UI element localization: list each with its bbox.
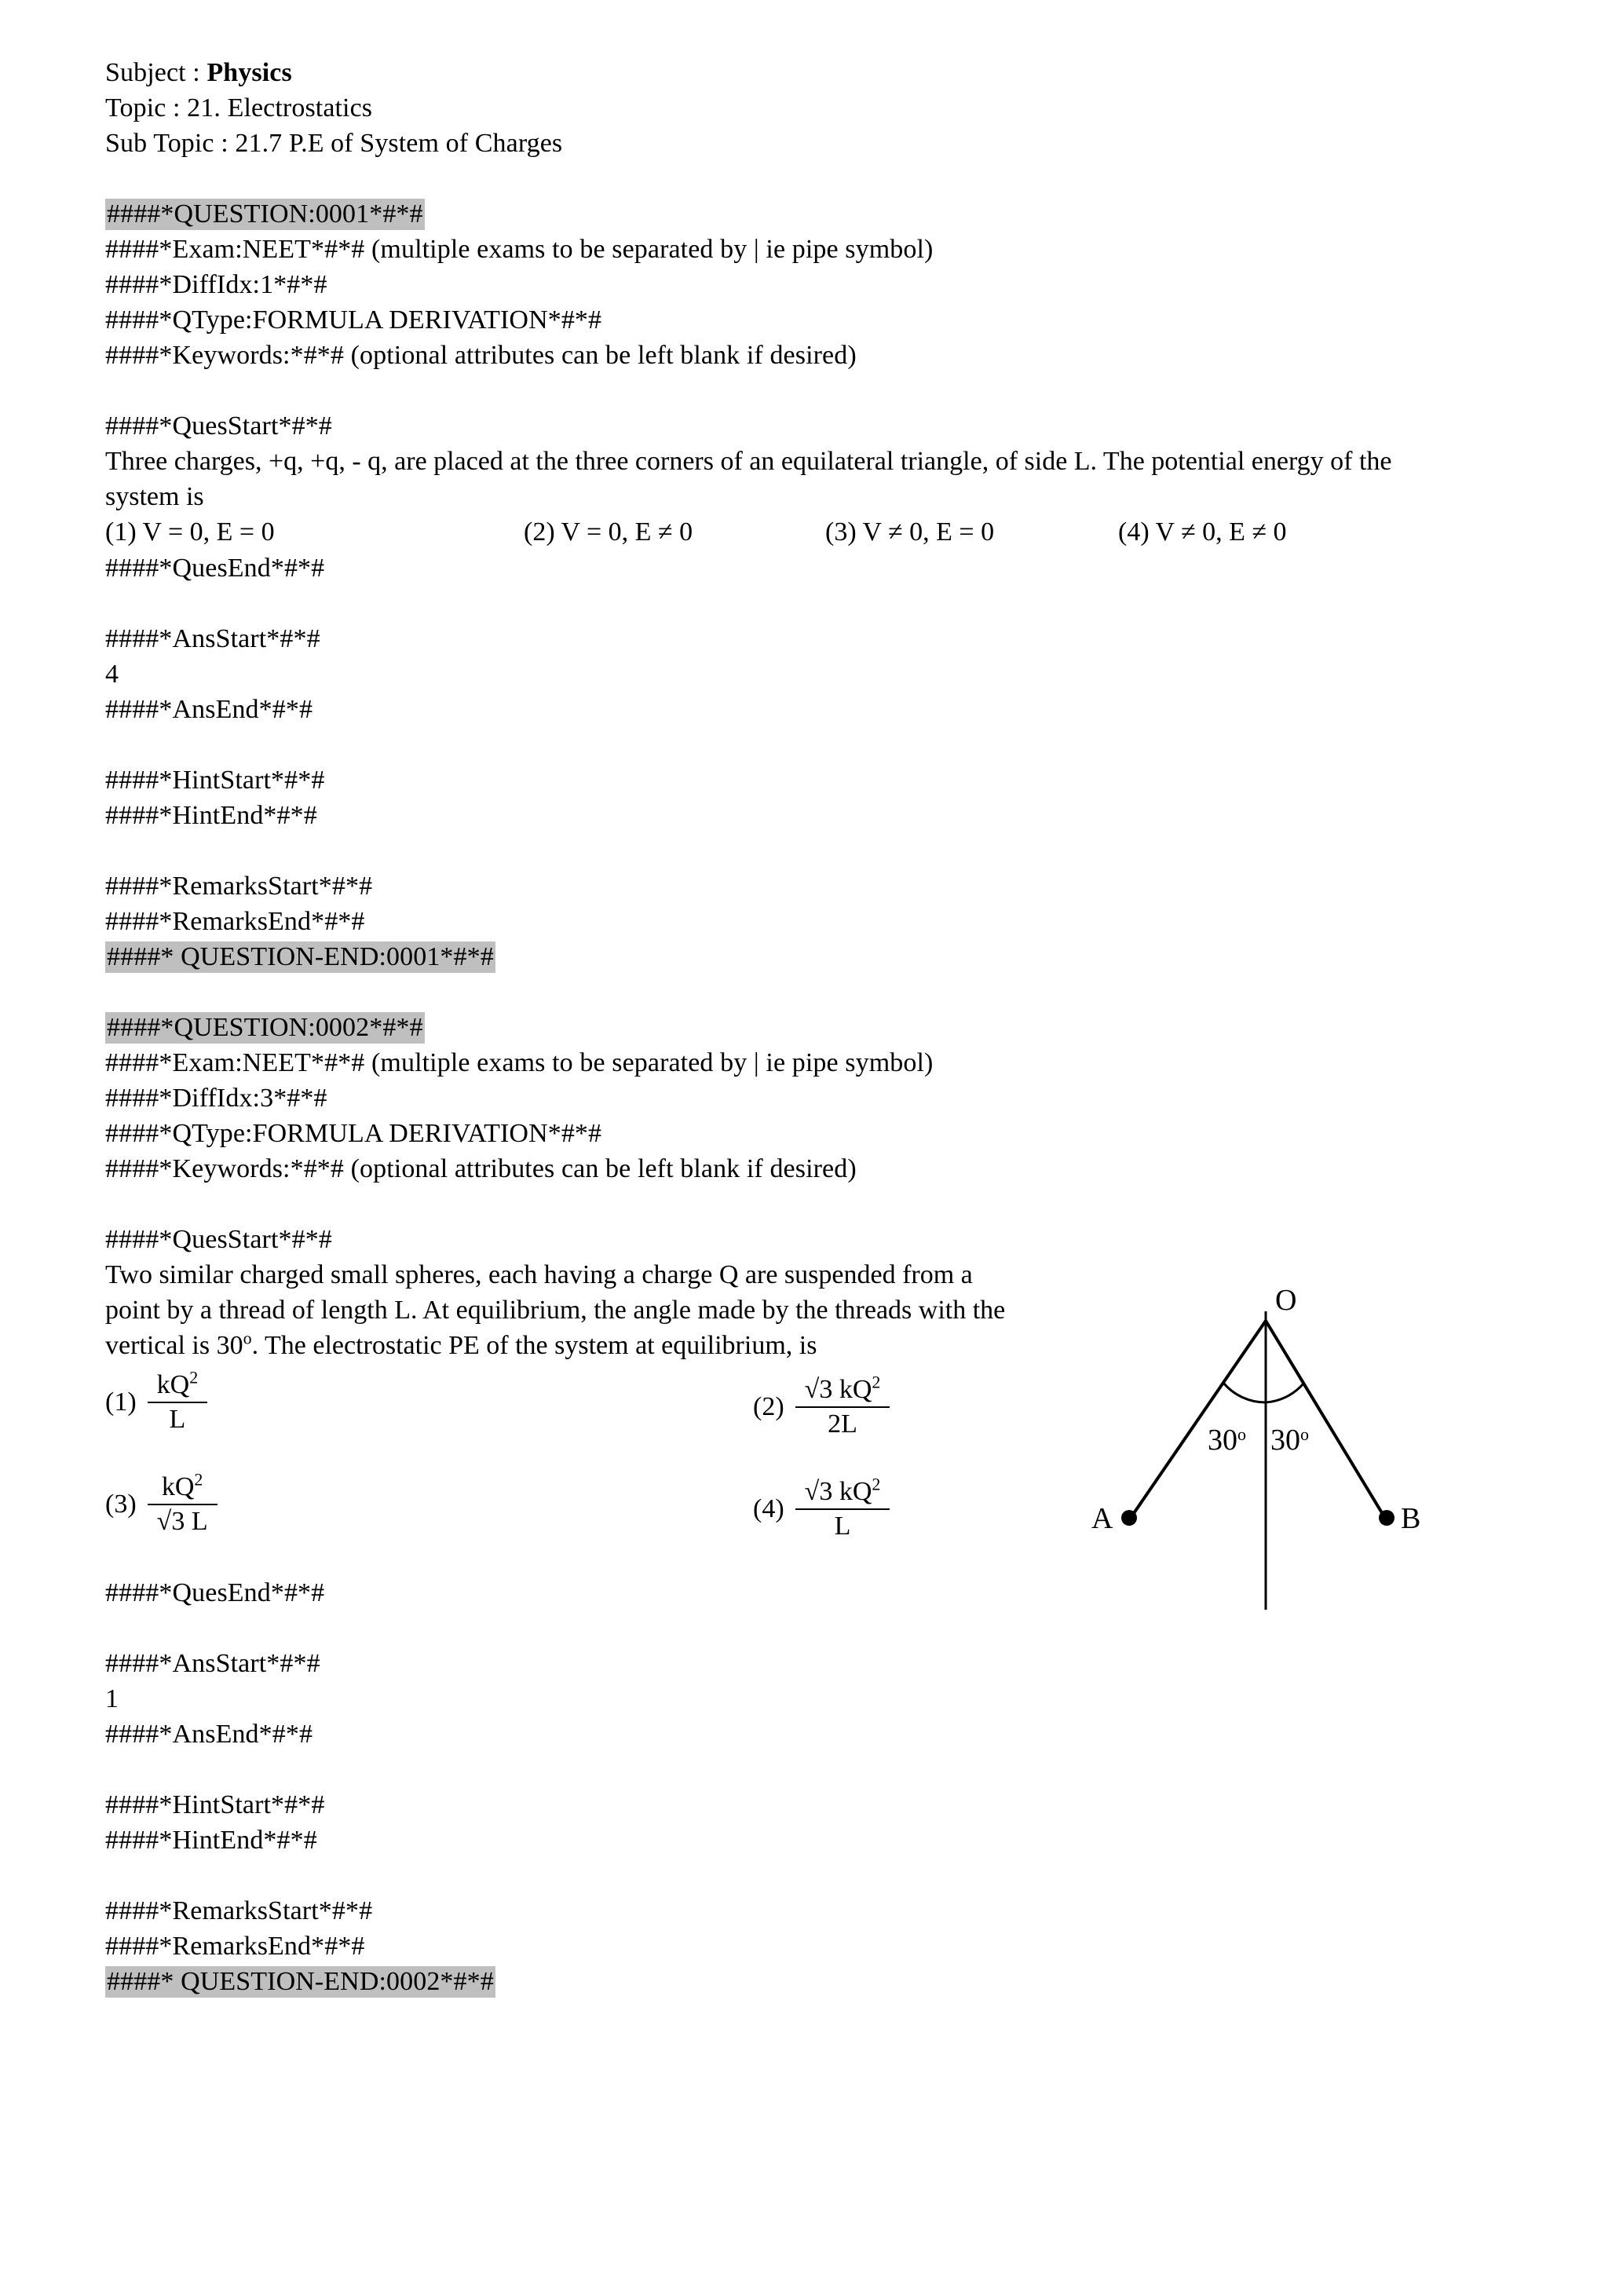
q2-option-3-fraction: [148, 1469, 217, 1536]
q2-ans-end: ####*AnsEnd*#*#: [105, 1720, 313, 1749]
q1-remarks-end: ####*RemarksEnd*#*#: [105, 907, 365, 936]
q2-keywords-line: ####*Keywords:*#*# (optional attributes can be left blank if desired): [105, 1154, 857, 1183]
left-thread-line: [1132, 1321, 1266, 1515]
q1-question-tag: [105, 196, 1537, 232]
q2-diffidx-line: ####*DiffIdx:3*#*#: [105, 1084, 327, 1113]
q1-keywords-line: ####*Keywords:*#*# (optional attributes can be left blank if desired): [105, 341, 857, 370]
q2-remarks-start: ####*RemarksStart*#*#: [105, 1896, 373, 1925]
q2-option-3-label: (3): [105, 1490, 137, 1519]
q2-option-1-label: (1): [105, 1387, 137, 1417]
q2-option-4-num-exponent: 2: [872, 1474, 881, 1494]
q2-option-1-num-exponent: 2: [189, 1367, 199, 1387]
topic-line: Topic : 21. Electrostatics: [105, 93, 373, 122]
subject-line: [105, 55, 1537, 90]
q2-hint-start: ####*HintStart*#*#: [105, 1790, 325, 1819]
q2-question-tag-text: ####*QUESTION:0002*#*#: [107, 1013, 423, 1042]
q1-option-2[interactable]: (2) V = 0, E ≠ 0: [524, 517, 693, 547]
q2-option-3-num-exponent: 2: [194, 1469, 203, 1490]
right-thread-line: [1266, 1321, 1384, 1515]
q2-hint-end: ####*HintEnd*#*#: [105, 1826, 317, 1855]
q1-ques-end: ####*QuesEnd*#*#: [105, 554, 325, 583]
q2-option-2[interactable]: [753, 1372, 890, 1439]
q2-option-1-num-base: kQ: [156, 1370, 190, 1399]
q1-diffidx-line: ####*DiffIdx:1*#*#: [105, 270, 327, 299]
q2-question-text-part1: Two similar charged small spheres, each having a charge Q are suspended from a point by a thread of length L. At equilibrium, the angle made by the threads with the vertical is 30: [105, 1260, 1006, 1360]
q2-question-text: [105, 1257, 1008, 1363]
q2-option-3-num-base: kQ: [161, 1472, 195, 1501]
q2-option-3-den-radical: √3: [156, 1506, 185, 1536]
q1-answer-value: 4: [105, 660, 119, 689]
q1-qtype-line: ####*QType:FORMULA DERIVATION*#*#: [105, 305, 602, 335]
left-angle-arc: [1223, 1383, 1266, 1402]
q2-option-4-denominator: L: [834, 1511, 851, 1541]
q2-qtype-line: ####*QType:FORMULA DERIVATION*#*#: [105, 1119, 602, 1148]
q1-question-end-tag: [105, 939, 1537, 974]
q2-option-4-fraction: [795, 1474, 890, 1541]
q2-option-3[interactable]: [105, 1469, 217, 1536]
spacer: [105, 373, 1537, 408]
q1-ans-start: ####*AnsStart*#*#: [105, 624, 320, 653]
charge-a-dot: [1121, 1510, 1137, 1526]
q2-question-text-part2: . The electrostatic PE of the system at equilibrium, is: [251, 1331, 817, 1360]
subtopic-line: Sub Topic : 21.7 P.E of System of Charges: [105, 129, 563, 158]
q1-option-3[interactable]: (3) V ≠ 0, E = 0: [825, 517, 995, 547]
q2-option-2-label: (2): [753, 1392, 784, 1422]
pendulum-diagram: [1084, 1280, 1523, 1657]
q2-option-3-den-base: L: [191, 1506, 208, 1536]
q2-option-2-denominator: 2L: [828, 1409, 857, 1439]
q2-option-1-fraction: [148, 1367, 208, 1434]
q2-option-2-fraction: [795, 1372, 890, 1439]
q1-options-row: [105, 514, 1537, 550]
q1-question-end-tag-text: ####* QUESTION-END:0001*#*#: [107, 942, 494, 971]
pendulum-diagram-svg: [1084, 1280, 1523, 1657]
right-angle-degree-symbol: o: [1300, 1424, 1309, 1444]
right-angle-arc: [1266, 1384, 1303, 1402]
spacer: [105, 727, 1537, 762]
spacer: [105, 161, 1537, 196]
q2-remarks-end: ####*RemarksEnd*#*#: [105, 1932, 365, 1961]
q1-exam-line: ####*Exam:NEET*#*# (multiple exams to be separated by | ie pipe symbol): [105, 235, 934, 264]
q2-option-4-numerator: [795, 1474, 890, 1508]
charge-b-label: B: [1401, 1502, 1421, 1535]
q2-option-1-numerator: [148, 1367, 208, 1402]
left-angle-degree-symbol: o: [1237, 1424, 1246, 1444]
q2-option-2-numerator: [795, 1372, 890, 1406]
q2-question-end-tag-text: ####* QUESTION-END:0002*#*#: [107, 1967, 494, 1996]
q1-ques-start: ####*QuesStart*#*#: [105, 411, 332, 441]
charge-a-label: A: [1091, 1502, 1113, 1535]
q1-option-4[interactable]: (4) V ≠ 0, E ≠ 0: [1118, 517, 1287, 547]
q2-answer-value: 1: [105, 1684, 119, 1713]
q1-remarks-start: ####*RemarksStart*#*#: [105, 872, 373, 901]
q2-option-4-num-base: kQ: [839, 1477, 872, 1506]
spacer: [105, 1186, 1537, 1222]
q1-ans-end: ####*AnsEnd*#*#: [105, 695, 313, 724]
apex-label-o: O: [1275, 1284, 1297, 1317]
q2-option-4[interactable]: [753, 1474, 890, 1541]
q2-degree-symbol: o: [243, 1328, 252, 1348]
q2-ans-start: ####*AnsStart*#*#: [105, 1649, 320, 1678]
q1-question-tag-text: ####*QUESTION:0001*#*#: [107, 199, 423, 229]
q2-option-1-denominator: L: [169, 1404, 186, 1434]
q2-ques-start: ####*QuesStart*#*#: [105, 1225, 332, 1254]
q2-option-4-label: (4): [753, 1494, 784, 1524]
q2-option-1[interactable]: [105, 1367, 207, 1434]
q2-question-end-tag: [105, 1964, 1537, 1999]
q1-hint-end: ####*HintEnd*#*#: [105, 801, 317, 830]
q2-option-4-num-radical: √3: [804, 1477, 833, 1506]
spacer: [105, 1752, 1537, 1787]
q2-ques-end: ####*QuesEnd*#*#: [105, 1578, 325, 1607]
spacer: [105, 586, 1537, 621]
q1-hint-start: ####*HintStart*#*#: [105, 766, 325, 795]
spacer: [105, 1858, 1537, 1893]
q1-option-1[interactable]: (1) V = 0, E = 0: [105, 517, 275, 547]
q2-option-2-num-exponent: 2: [872, 1372, 881, 1392]
q2-exam-line: ####*Exam:NEET*#*# (multiple exams to be separated by | ie pipe symbol): [105, 1048, 934, 1077]
q2-option-2-num-radical: √3: [804, 1375, 833, 1404]
q2-option-3-denominator: [148, 1505, 217, 1537]
q1-question-text: Three charges, +q, +q, - q, are placed at the three corners of an equilateral triangle, of side L. The potential energy of the system is: [105, 447, 1392, 511]
subject-label: Subject :: [105, 58, 207, 87]
spacer: [105, 833, 1537, 868]
subject-value: Physics: [207, 58, 292, 87]
q2-question-tag: [105, 1010, 1537, 1045]
charge-b-dot: [1379, 1510, 1395, 1526]
left-angle-label: 30$^o$: [1208, 1424, 1246, 1457]
q2-option-2-num-base: kQ: [839, 1375, 872, 1404]
right-angle-label: 30$^o$: [1270, 1424, 1309, 1457]
q2-option-3-numerator: [152, 1469, 213, 1504]
spacer: [105, 974, 1537, 1010]
